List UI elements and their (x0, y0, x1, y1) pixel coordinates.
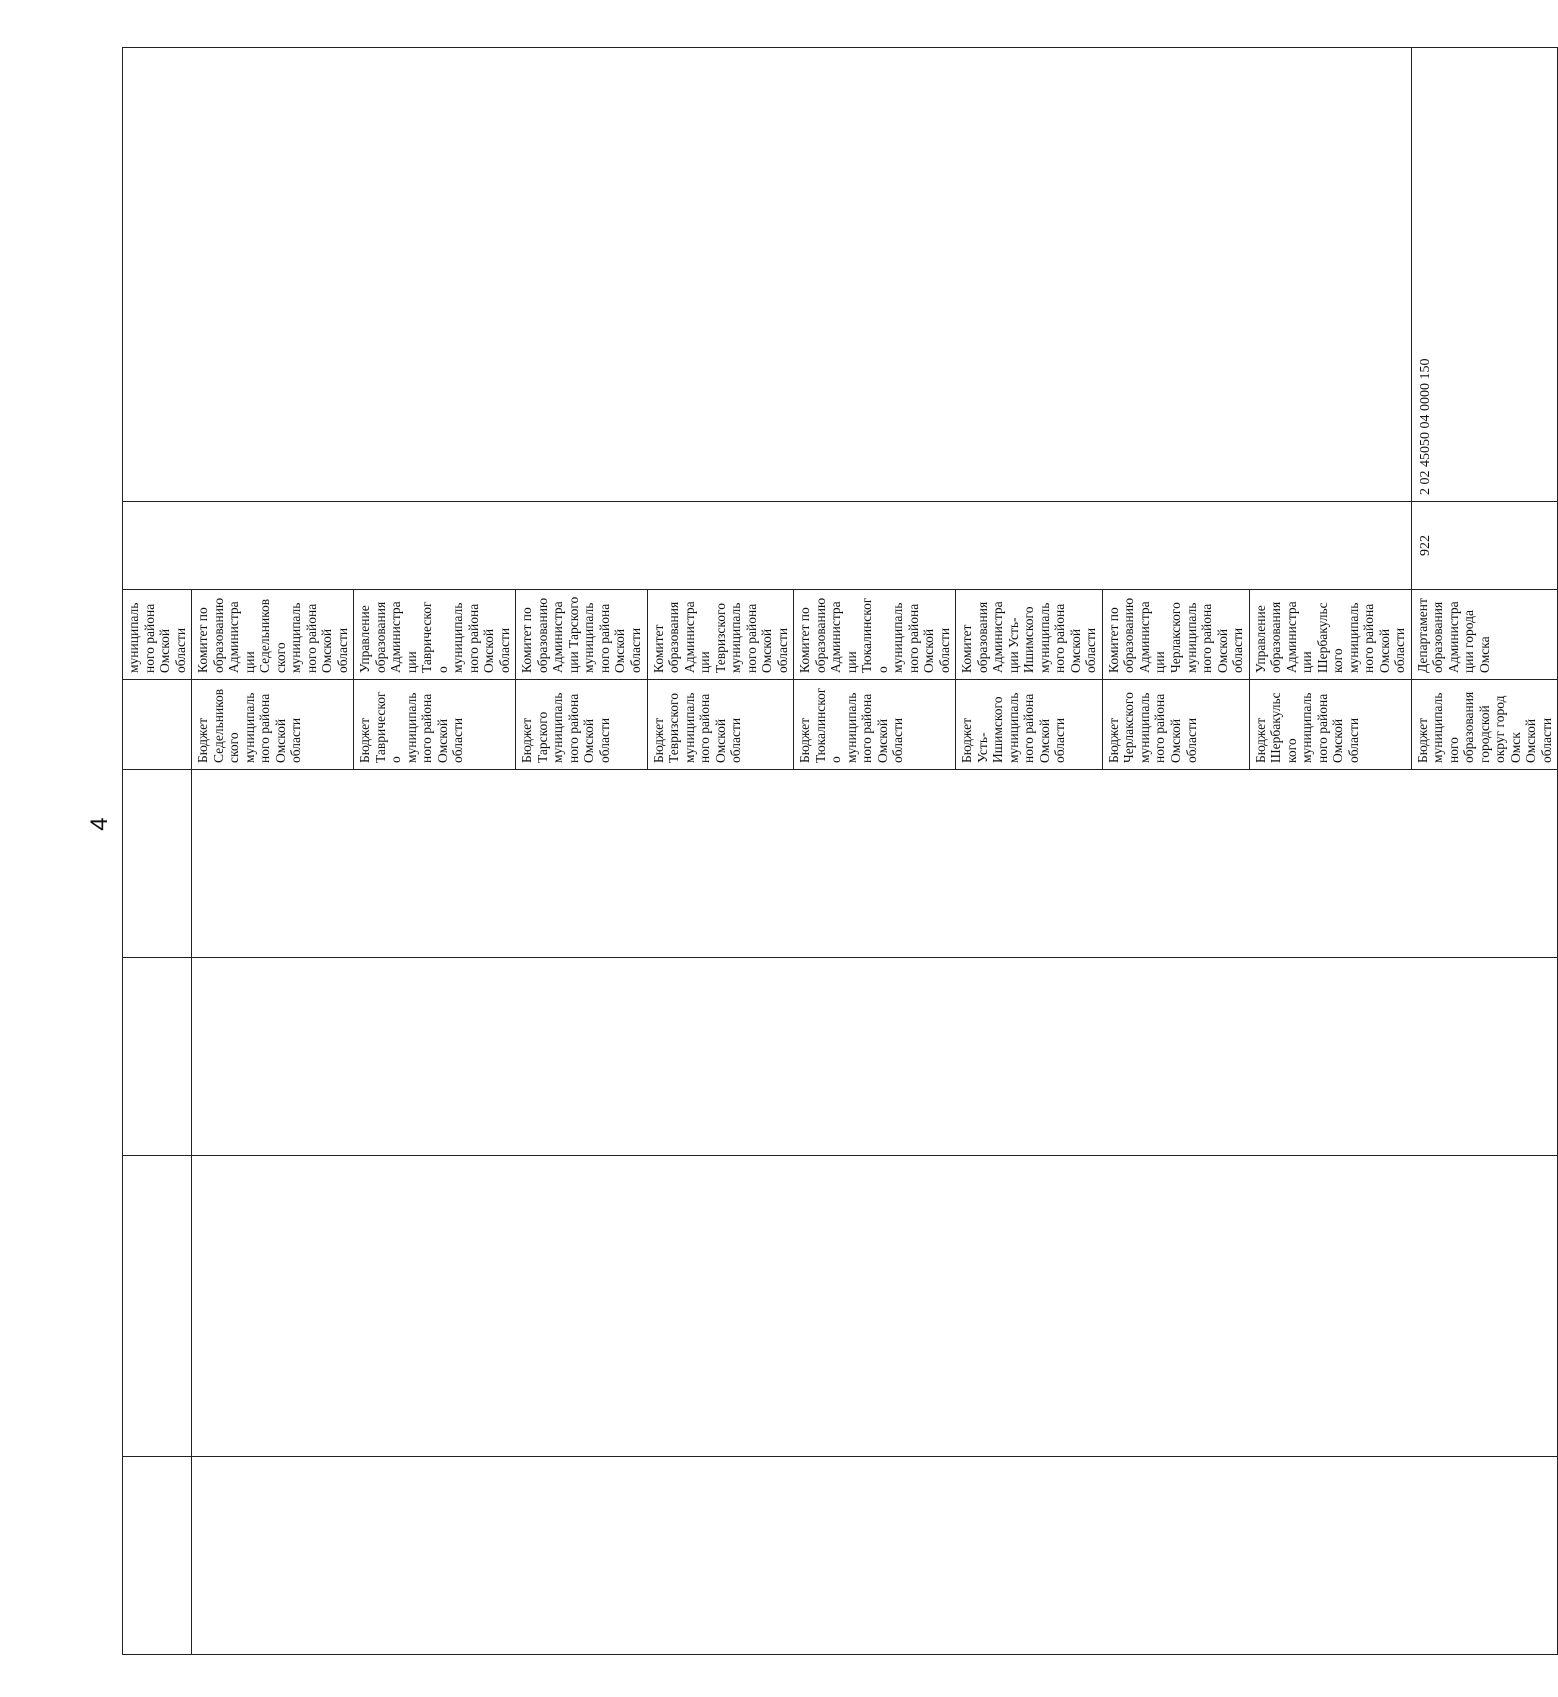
administrator-cell: муниципального района Омской области (123, 590, 192, 680)
budget-cell: Бюджет Седельниковского муниципального района Омской области (192, 680, 354, 770)
allocation-table (122, 47, 1558, 1655)
administrator-cell: Комитет по образованию Администрации Тюкалинского муниципального района Омской области (794, 590, 956, 680)
budget-cell: Бюджет Таврического муниципального района Омской области (354, 680, 516, 770)
table-cell-empty (123, 1457, 192, 1655)
table-row (123, 48, 192, 1655)
budget-cell: Бюджет Тарского муниципального района Омской области (516, 680, 647, 770)
budget-cell: Бюджет Тевризского муниципального района Омской области (647, 680, 794, 770)
administrator-cell: Комитет по образованию Администрации Тарского муниципального района Омской области (516, 590, 647, 680)
administrator-cell: Комитет образования Администрации Усть-Ишимского муниципального района Омской области (956, 590, 1103, 680)
admin-code-cell (123, 502, 1412, 590)
table-cell-empty (192, 958, 1558, 1156)
data-table-rotated (122, 48, 1554, 1655)
administrator-cell: Комитет по образованию Администрации Черлакского муниципального района Омской области (1102, 590, 1249, 680)
table-cell-empty (123, 1156, 192, 1457)
budget-cell: Бюджет Шербакульского муниципального района Омской области (1249, 680, 1411, 770)
table-cell-empty (192, 1457, 1558, 1655)
budget-class-code-cell: 2 02 45050 04 0000 150 (1411, 48, 1558, 502)
admin-code-cell: 922 (1411, 502, 1558, 590)
administrator-cell: Комитет по образованию Администрации Седельниковского муниципального района Омской области (192, 590, 354, 680)
budget-cell: Бюджет Тюкалинского муниципального района Омской области (794, 680, 956, 770)
administrator-cell: Управление образования Администрации Таврического муниципального района Омской области (354, 590, 516, 680)
administrator-cell: Управление образования Администрации Шербакульского муниципального района Омской области (1249, 590, 1411, 680)
page-number: 4 (86, 817, 113, 831)
budget-cell (123, 680, 192, 770)
budget-cell: Бюджет муниципального образования городской округ город Омск Омской области (1411, 680, 1558, 770)
budget-cell: Бюджет Черлакского муниципального района Омской области (1102, 680, 1249, 770)
administrator-cell: Департамент образования Администрации города Омска (1411, 590, 1558, 680)
table-cell-empty (123, 958, 192, 1156)
administrator-cell: Комитет образования Администрации Тевризского муниципального района Омской области (647, 590, 794, 680)
table-cell-empty (192, 770, 1558, 958)
table-cell-empty (123, 770, 192, 958)
table-cell-empty (192, 1156, 1558, 1457)
budget-class-code-cell (123, 48, 1412, 502)
budget-cell: Бюджет Усть-Ишимского муниципального района Омской области (956, 680, 1103, 770)
